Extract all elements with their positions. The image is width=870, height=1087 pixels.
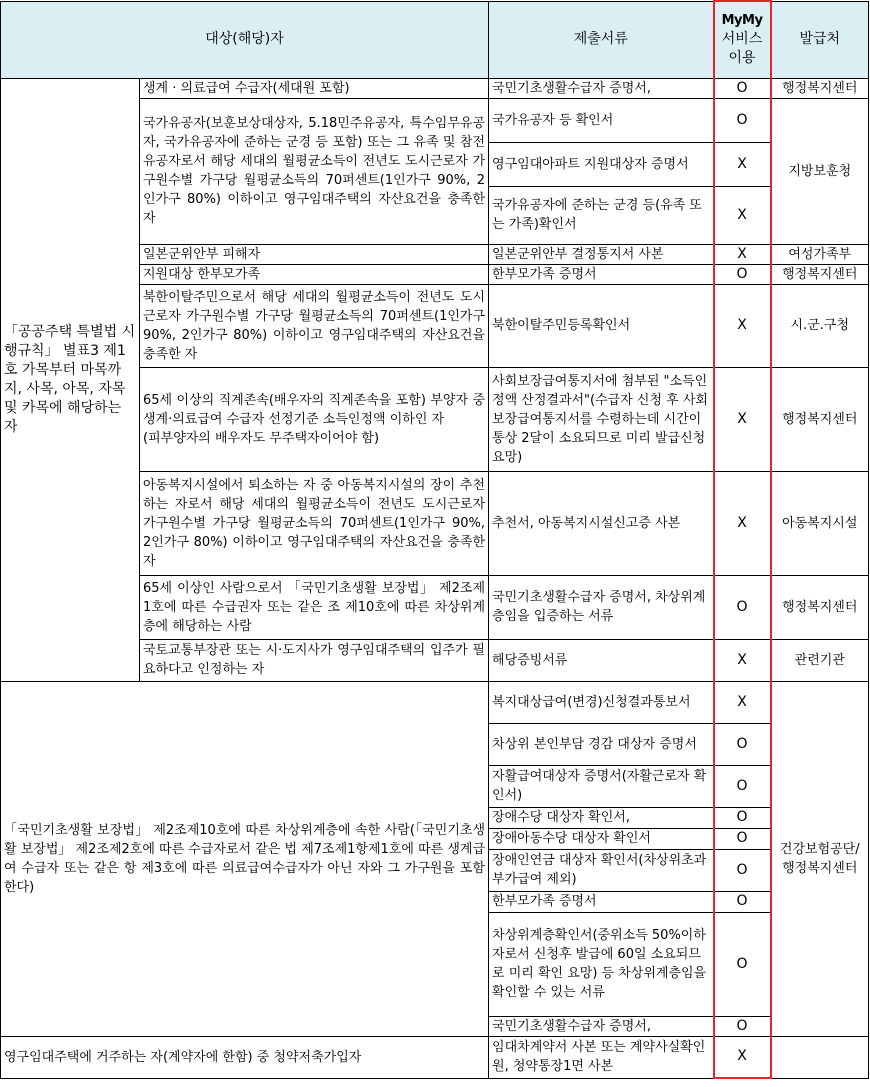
target-cell: 국토교통부장관 또는 시·도지사가 영구임대주택의 입주가 필요하다고 인정하는 자: [140, 639, 489, 681]
mymy-status: X: [714, 244, 771, 264]
mymy-status: O: [714, 1016, 771, 1036]
mymy-status: O: [714, 78, 771, 98]
document-cell: 국민기초생활수급자 증명서, 차상위계층임을 입증하는 서류: [489, 575, 714, 639]
document-cell: 국가유공자 등 확인서: [489, 98, 714, 142]
group3-title: 영구임대주택에 거주하는 자(계약자에 한함) 중 청약저축가입자: [1, 1036, 489, 1078]
issuer-cell: 행정복지센터: [771, 367, 869, 471]
document-cell: 영구임대아파트 지원대상자 증명서: [489, 142, 714, 186]
target-cell: 북한이탈주민으로서 해당 세대의 월평균소득이 전년도 도시근로자 가구원수별 가구당 월평균소득의 70퍼센트(1인가구 90%, 2인가구 80%) 이하이고 영구임대주택의 자산요건을 충족한 자: [140, 284, 489, 367]
target-cell: 아동복지시설에서 퇴소하는 자 중 아동복지시설의 장이 추천하는 자로서 해당 세대의 월평균소득이 전년도 도시근로자 가구원수별 가구당 월평균소득의 70퍼센트(1인가구 90%, 2인가구 80%) 이하이고 영구임대주택의 자산요건을 충족한 자: [140, 471, 489, 575]
document-cell: 국민기초생활수급자 증명서,: [489, 1016, 714, 1036]
issuer-cell: 행정복지센터: [771, 78, 869, 98]
mymy-status: O: [714, 98, 771, 142]
document-cell: 국민기초생활수급자 증명서,: [489, 78, 714, 98]
document-cell: 장애아동수당 대상자 확인서: [489, 828, 714, 849]
issuer-cell: 시.군.구청: [771, 284, 869, 367]
table-row: [1, 78, 869, 98]
target-cell: 일본군위안부 피해자: [140, 244, 489, 264]
document-cell: 장애인연금 대상자 확인서(차상위초과부가급여 제외): [489, 849, 714, 891]
mymy-status: O: [714, 765, 771, 807]
table-row: [1, 1036, 869, 1078]
header-issuer: 발급처: [771, 1, 869, 78]
document-cell: 한부모가족 증명서: [489, 264, 714, 284]
mymy-status: X: [714, 142, 771, 186]
target-cell: 65세 이상인 사람으로서 「국민기초생활 보장법」 제2조제1호에 따른 수급권자 또는 같은 조 제10호에 따른 차상위계층에 해당하는 사람: [140, 575, 489, 639]
target-cell: 지원대상 한부모가족: [140, 264, 489, 284]
issuer-cell: [771, 1036, 869, 1078]
mymy-status: X: [714, 1036, 771, 1078]
group2-title: 「국민기초생활 보장법」 제2조제10호에 따른 차상위계층에 속한 사람(「국민기초생활 보장법」 제2조제2호에 따른 수급자로서 같은 법 제7조제1항제1호에 따른 생계급여 수급자 또는 같은 항 제3호에 따른 의료급여수급자가 아닌 자와 그 가구원을 포함한다): [1, 681, 489, 1036]
document-cell: 임대차계약서 사본 또는 계약사실확인원, 청약통장1면 사본: [489, 1036, 714, 1078]
issuer-cell: 여성가족부: [771, 244, 869, 264]
document-cell: 국가유공자에 준하는 군경 등(유족 또는 가족)확인서: [489, 186, 714, 244]
mymy-status: O: [714, 807, 771, 828]
target-cell: 생계 · 의료급여 수급자(세대원 포함): [140, 78, 489, 98]
mymy-status: O: [714, 891, 771, 912]
header-mymy-line3: 이용: [728, 50, 756, 67]
mymy-status: O: [714, 912, 771, 1016]
group1-title: 「공공주택 특별법 시행규칙」 별표3 제1호 가목부터 마목까지, 사목, 아목, 자목 및 카목에 해당하는 자: [1, 78, 140, 681]
mymy-status: X: [714, 367, 771, 471]
issuer-cell: 관련기관: [771, 639, 869, 681]
mymy-status: O: [714, 264, 771, 284]
header-documents: 제출서류: [489, 1, 714, 78]
document-cell: 복지대상급여(변경)신청결과통보서: [489, 681, 714, 723]
group2-issuer: 건강보험공단/ 행정복지센터: [771, 681, 869, 1036]
mymy-status: X: [714, 284, 771, 367]
mymy-status: O: [714, 849, 771, 891]
header-mymy-line1: MyMy: [721, 13, 763, 29]
header-mymy-line2: 서비스: [721, 31, 763, 48]
issuer-cell: 행정복지센터: [771, 264, 869, 284]
target-cell: 65세 이상의 직계존속(배우자의 직계존속을 포함) 부양자 중 생계·의료급여 수급자 선정기준 소득인정액 이하인 자 (피부양자의 배우자도 무주택자이어야 함): [140, 367, 489, 471]
mymy-status: O: [714, 828, 771, 849]
document-cell: 자활급여대상자 증명서(자활근로자 확인서): [489, 765, 714, 807]
document-cell: 차상위계층확인서(중위소득 50%이하자로서 신청후 발급에 60일 소요되므로 미리 확인 요망) 등 차상위계층임을 확인할 수 있는 서류: [489, 912, 714, 1016]
document-cell: 북한이탈주민등록확인서: [489, 284, 714, 367]
mymy-status: X: [714, 681, 771, 723]
document-cell: 차상위 본인부담 경감 대상자 증명서: [489, 723, 714, 765]
mymy-status: O: [714, 575, 771, 639]
header-mymy: [714, 1, 771, 78]
document-cell: 사회보장급여통지서에 첨부된 "소득인정액 산정결과서"(수급자 신청 후 사회보장급여통지서를 수령하는데 시간이 통상 2달이 소요되므로 미리 발급신청 요망): [489, 367, 714, 471]
mymy-status: X: [714, 639, 771, 681]
mymy-status: X: [714, 471, 771, 575]
table-row: [1, 681, 869, 723]
document-cell: 해당증빙서류: [489, 639, 714, 681]
issuer-cell: 아동복지시설: [771, 471, 869, 575]
issuer-cell: 지방보훈청: [771, 98, 869, 244]
document-cell: 추천서, 아동복지시설신고증 사본: [489, 471, 714, 575]
document-cell: 장애수당 대상자 확인서,: [489, 807, 714, 828]
mymy-status: X: [714, 186, 771, 244]
document-cell: 한부모가족 증명서: [489, 891, 714, 912]
document-cell: 일본군위안부 결정통지서 사본: [489, 244, 714, 264]
issuer-cell: 행정복지센터: [771, 575, 869, 639]
target-cell: 국가유공자(보훈보상대상자, 5.18민주유공자, 특수임무유공자, 국가유공자에 준하는 군경 등 포함) 또는 그 유족 및 참전유공자로서 해당 세대의 월평균소득이 전년도 도시근로자 가구원수별 가구당 월평균소득의 70퍼센트(1인가구 90%, 2인가구 80%) 이하이고 영구임대주택의 자산요건을 충족한 자: [140, 98, 489, 244]
header-target: 대상(해당)자: [1, 1, 489, 78]
header-row: [1, 1, 869, 78]
mymy-status: O: [714, 723, 771, 765]
